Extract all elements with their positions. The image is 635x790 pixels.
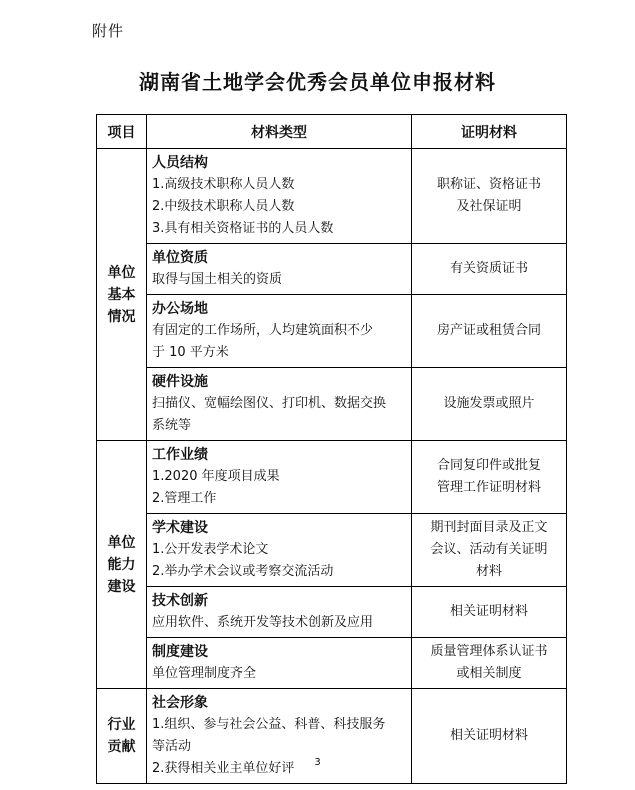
material-line: 等活动 (152, 739, 192, 754)
proof-line: 相关证明材料 (449, 604, 528, 619)
material-line: 2.获得相关业主单位好评 (152, 761, 295, 776)
material-heading: 学术建设 (152, 520, 208, 536)
table-row (97, 368, 567, 441)
material-type-cell (147, 149, 412, 244)
material-heading: 人员结构 (152, 155, 208, 171)
proof-line: 管理工作证明材料 (436, 480, 541, 495)
material-line: 1.组织、参与社会公益、科普、科技服务 (152, 717, 386, 732)
category-label-line: 情况 (107, 308, 136, 325)
category-label-line: 行业 (107, 717, 136, 733)
proof-cell (412, 295, 567, 368)
material-line: 2.举办学术会议或考察交流活动 (152, 564, 334, 579)
proof-cell (412, 587, 567, 638)
proof-cell (412, 441, 567, 514)
material-heading: 社会形象 (152, 695, 208, 711)
proof-line: 期刊封面目录及正文 (430, 520, 548, 535)
table-row (97, 441, 567, 514)
material-heading: 办公场地 (152, 301, 208, 317)
material-line: 扫描仪、宽幅绘图仪、打印机、数据交换 (152, 396, 387, 411)
material-type-cell (147, 244, 412, 295)
material-heading: 硬件设施 (152, 374, 208, 390)
proof-cell (412, 244, 567, 295)
column-header-item: 项目 (97, 115, 147, 149)
material-type-cell (147, 441, 412, 514)
category-label-line: 单位 (107, 264, 136, 281)
material-line: 有固定的工作场所，人均建筑面积不少 (152, 323, 374, 338)
column-header-material-type: 材料类型 (147, 115, 412, 149)
material-heading: 单位资质 (152, 250, 208, 266)
proof-cell (412, 368, 567, 441)
category-cell (97, 441, 147, 689)
material-type-cell (147, 295, 412, 368)
table-header-row (97, 115, 567, 149)
table-row (97, 638, 567, 689)
table-row (97, 689, 567, 784)
material-line: 1.公开发表学术论文 (152, 542, 269, 557)
material-type-cell (147, 368, 412, 441)
table-body (97, 149, 567, 784)
proof-line: 会议、活动有关证明 (430, 542, 548, 557)
material-heading: 制度建设 (152, 644, 208, 660)
table-row (97, 244, 567, 295)
column-header-proof: 证明材料 (412, 115, 567, 149)
proof-cell (412, 689, 567, 784)
proof-line: 及社保证明 (456, 199, 522, 214)
proof-cell (412, 514, 567, 587)
material-line: 应用软件、系统开发等技术创新及应用 (152, 615, 374, 630)
category-label-line: 基本 (107, 286, 136, 303)
proof-line: 职称证、资格证书 (436, 177, 541, 192)
proof-cell (412, 149, 567, 244)
proof-line: 材料 (475, 564, 502, 579)
category-label-line: 能力 (107, 556, 136, 573)
proof-line: 或相关制度 (456, 666, 522, 681)
application-materials-table (96, 114, 567, 784)
proof-line: 合同复印件或批复 (436, 458, 541, 473)
table-row (97, 587, 567, 638)
material-line: 于 10 平方米 (152, 345, 229, 360)
page-number: 3 (314, 757, 321, 768)
proof-line: 质量管理体系认证书 (430, 644, 548, 659)
table-row (97, 514, 567, 587)
category-label-line: 建设 (107, 578, 136, 595)
material-type-cell (147, 638, 412, 689)
table-row (97, 295, 567, 368)
material-line: 2.管理工作 (152, 491, 217, 506)
material-line: 2.中级技术职称人员人数 (152, 199, 295, 214)
category-label-line: 单位 (107, 534, 136, 551)
proof-line: 设施发票或照片 (443, 396, 535, 411)
category-cell (97, 689, 147, 784)
proof-line: 房产证或租赁合同 (436, 323, 541, 338)
category-label-line: 贡献 (107, 739, 136, 755)
attachment-label: 附件 (92, 22, 125, 40)
document-title: 湖南省土地学会优秀会员单位申报材料 (139, 70, 496, 94)
proof-line: 有关资质证书 (449, 261, 528, 276)
material-type-cell (147, 689, 412, 784)
material-heading: 技术创新 (152, 593, 208, 609)
material-type-cell (147, 514, 412, 587)
proof-line: 相关证明材料 (449, 728, 528, 743)
material-line: 取得与国土相关的资质 (152, 272, 283, 287)
material-heading: 工作业绩 (152, 447, 208, 463)
material-line: 3.具有相关资格证书的人员人数 (152, 221, 334, 236)
material-type-cell (147, 587, 412, 638)
material-line: 1.2020 年度项目成果 (152, 469, 280, 484)
category-cell (97, 149, 147, 441)
material-line: 系统等 (152, 418, 192, 433)
proof-cell (412, 638, 567, 689)
material-line: 单位管理制度齐全 (152, 666, 257, 681)
material-line: 1.高级技术职称人员人数 (152, 177, 295, 192)
table-row (97, 149, 567, 244)
